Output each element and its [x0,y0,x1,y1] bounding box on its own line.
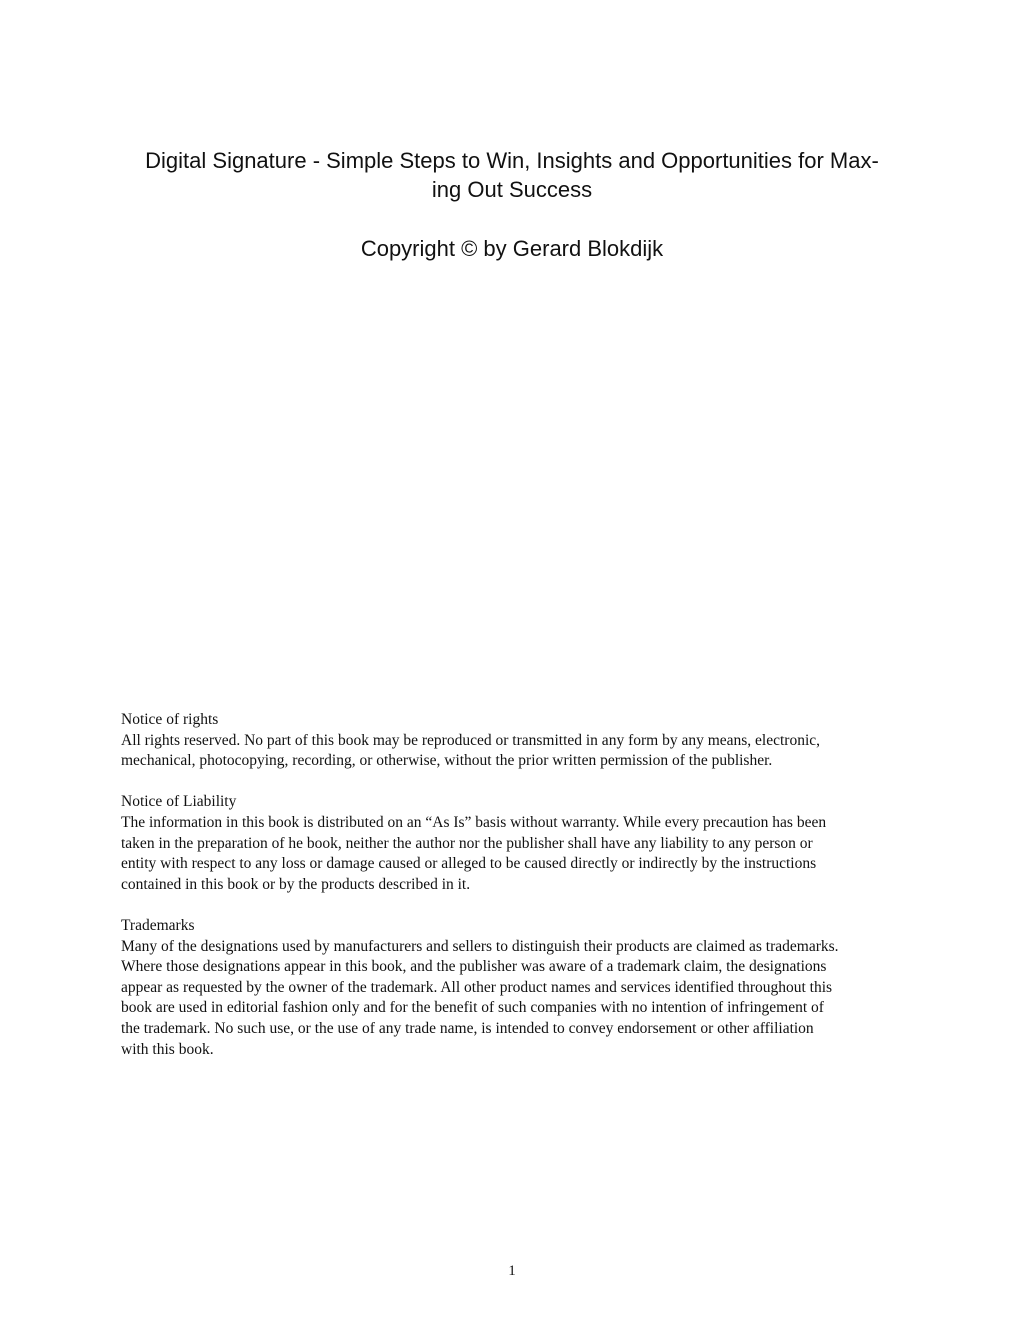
document-title-line: ing Out Success [431,177,593,202]
trademarks-section [121,916,911,1060]
section-body-line: Many of the designations used by manufacturers and sellers to distinguish their products are claimed as trademarks. [121,937,839,955]
notices-block [121,710,911,1081]
section-body-line: the trademark. No such use, or the use of any trade name, is intended to convey endorsement or other affiliation [121,1019,814,1037]
section-body-line: appear as requested by the owner of the trademark. All other product names and services identified throughout this [121,978,833,996]
section-body-line: The information in this book is distributed on an “As Is” basis without warranty. While every precaution has been [121,813,827,831]
document-title-line: Digital Signature - Simple Steps to Win, Insights and Opportunities for Max- [145,148,879,173]
notice-of-liability-section [121,792,911,895]
notice-of-rights-section [121,710,911,772]
section-body-line: mechanical, photocopying, recording, or otherwise, without the prior written permission of the publisher. [121,752,773,770]
section-heading: Trademarks [121,916,195,934]
section-body-line: contained in this book or by the products described in it. [121,875,471,893]
document-title [110,146,914,204]
page-number: 1 [508,1263,516,1279]
section-body-line: Where those designations appear in this book, and the publisher was aware of a trademark claim, the designations [121,958,827,976]
section-body-line: entity with respect to any loss or damage caused or alleged to be caused directly or indirectly by the instructions [121,855,817,873]
copyright-line: Copyright © by Gerard Blokdijk [360,236,664,261]
section-body-line: taken in the preparation of he book, neither the author nor the publisher shall have any liability to any person or [121,834,813,852]
section-body-line: book are used in editorial fashion only and for the benefit of such companies with no intention of infringement of [121,999,824,1017]
section-heading: Notice of Liability [121,793,237,811]
section-body-line: with this book. [121,1040,214,1058]
title-block [110,146,914,263]
section-body-line: All rights reserved. No part of this book may be reproduced or transmitted in any form by any means, electronic, [121,731,821,749]
section-heading: Notice of rights [121,711,219,728]
